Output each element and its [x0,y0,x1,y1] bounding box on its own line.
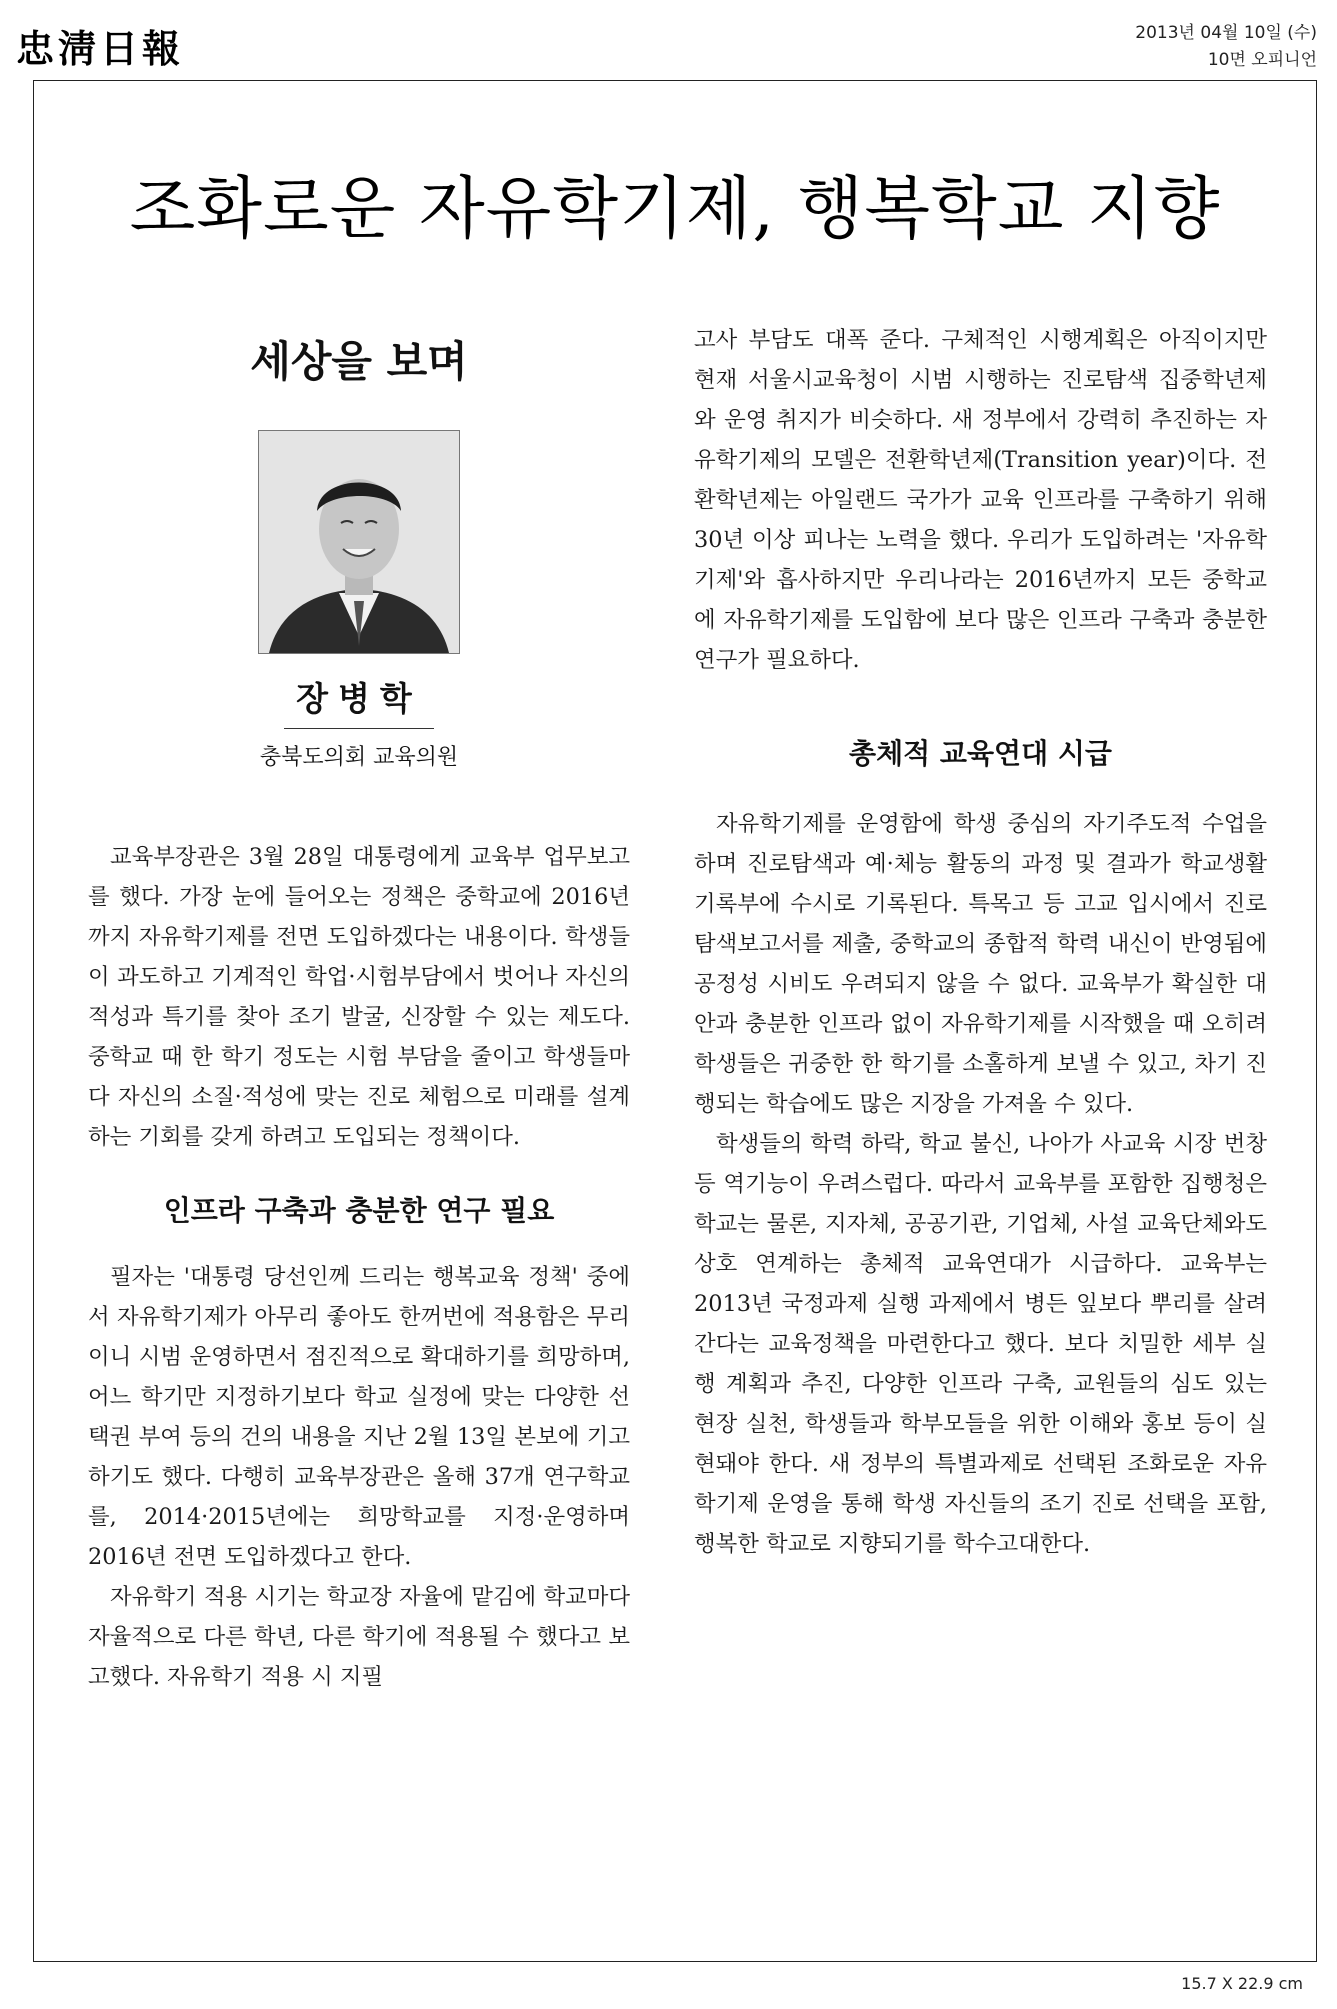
body-paragraph: 필자는 '대통령 당선인께 드리는 행복교육 정책' 중에서 자유학기제가 아무리 좋아도 한꺼번에 적용함은 무리이니 시범 운영하면서 점진적으로 확대하기를 희망하며, 어느 학기만 지정하기보다 학교 실정에 맞는 다양한 선택권 부여 등의 건의 내용을 지난 2월 13일 본보에 기고하기도 했다. 다행히 교육부장관은 올해 37개 연구학교를, 2014·2015년에는 희망학교를 지정·운영하며 2016년 전면 도입하겠다고 한다. [88,1264,630,1570]
issue-info [1135,20,1317,74]
article-headline: 조화로운 자유학기제, 행복학교 지향 [129,170,1221,249]
portrait-image [259,431,459,653]
author-divider [284,728,434,729]
body-paragraph: 자유학기 적용 시기는 학교장 자율에 맡김에 학교마다 자율적으로 다른 학년, 다른 학기에 적용될 수 했다고 보고했다. 자유학기 적용 시 지필 [88,1584,630,1690]
section-subheading: 인프라 구축과 충분한 연구 필요 [163,1194,555,1227]
column-label: 세상을 보며 [250,337,468,386]
author-title: 충북도의회 교육의원 [259,745,459,770]
body-paragraph: 자유학기제를 운영함에 학생 중심의 자기주도적 수업을 하며 진로탐색과 예·체능 활동의 과정 및 결과가 학교생활기록부에 수시로 기록된다. 특목고 등 고교 입시에서 진로탐색보고서를 제출, 중학교의 종합적 학력 내신이 반영됨에 공정성 시비도 우려되지 않을 수 없다. 교육부가 확실한 대안과 충분한 인프라 없이 자유학기제를 시작했을 때 오히려 학생들은 귀중한 한 학기를 소홀하게 보낼 수 있고, 차기 진행되는 학습에도 많은 지장을 가져올 수 있다. [694,811,1267,1117]
author-name: 장병학 [296,679,422,718]
page-section: 10면 오피니언 [1207,50,1317,70]
right-column [694,320,1267,1564]
author-photo [258,430,460,654]
newspaper-logo: 忠淸日報 [16,26,185,71]
section-subheading: 총체적 교육연대 시급 [849,737,1112,770]
clipping-size: 15.7 X 22.9 cm [1181,1974,1303,1993]
body-paragraph: 고사 부담도 대폭 준다. 구체적인 시행계획은 아직이지만 현재 서울시교육청이 시범 시행하는 진로탐색 집중학년제와 운영 취지가 비슷하다. 새 정부에서 강력히 추진하는 자유학기제의 모델은 전환학년제(Transition year)이다. 전환학년제는 아일랜드 국가가 교육 인프라를 구축하기 위해 30년 이상 피나는 노력을 했다. 우리가 도입하려는 '자유학기제'와 흡사하지만 우리나라는 2016년까지 모든 중학교에 자유학기제를 도입함에 보다 많은 인프라 구축과 충분한 연구가 필요하다. [694,327,1267,673]
body-paragraph: 학생들의 학력 하락, 학교 불신, 나아가 사교육 시장 번창 등 역기능이 우려스럽다. 따라서 교육부를 포함한 집행청은 학교는 물론, 지자체, 공공기관, 기업체, 사설 교육단체와도 상호 연계하는 총체적 교육연대가 시급하다. 교육부는 2013년 국정과제 실행 과제에서 병든 잎보다 뿌리를 살려간다는 교육정책을 마련한다고 했다. 보다 치밀한 세부 실행 계획과 추진, 다양한 인프라 구축, 교원들의 심도 있는 현장 실천, 학생들과 학부모들을 위한 이해와 홍보 등이 실현돼야 한다. 새 정부의 특별과제로 선택된 조화로운 자유학기제 운영을 통해 학생 자신들의 조기 진로 선택을 포함, 행복한 학교로 지향되기를 학수고대한다. [694,1131,1267,1557]
left-column [88,320,630,1697]
issue-date: 2013년 04월 10일 (수) [1135,23,1317,43]
body-paragraph: 교육부장관은 3월 28일 대통령에게 교육부 업무보고를 했다. 가장 눈에 들어오는 정책은 중학교에 2016년까지 자유학기제를 전면 도입하겠다는 내용이다. 학생들이 과도하고 기계적인 학업·시험부담에서 벗어나 자신의 적성과 특기를 찾아 조기 발굴, 신장할 수 있는 제도다. 중학교 때 한 학기 정도는 시험 부담을 줄이고 학생들마다 자신의 소질·적성에 맞는 진로 체험으로 미래를 설계하는 기회를 갖게 하려고 도입되는 정책이다. [88,844,630,1150]
